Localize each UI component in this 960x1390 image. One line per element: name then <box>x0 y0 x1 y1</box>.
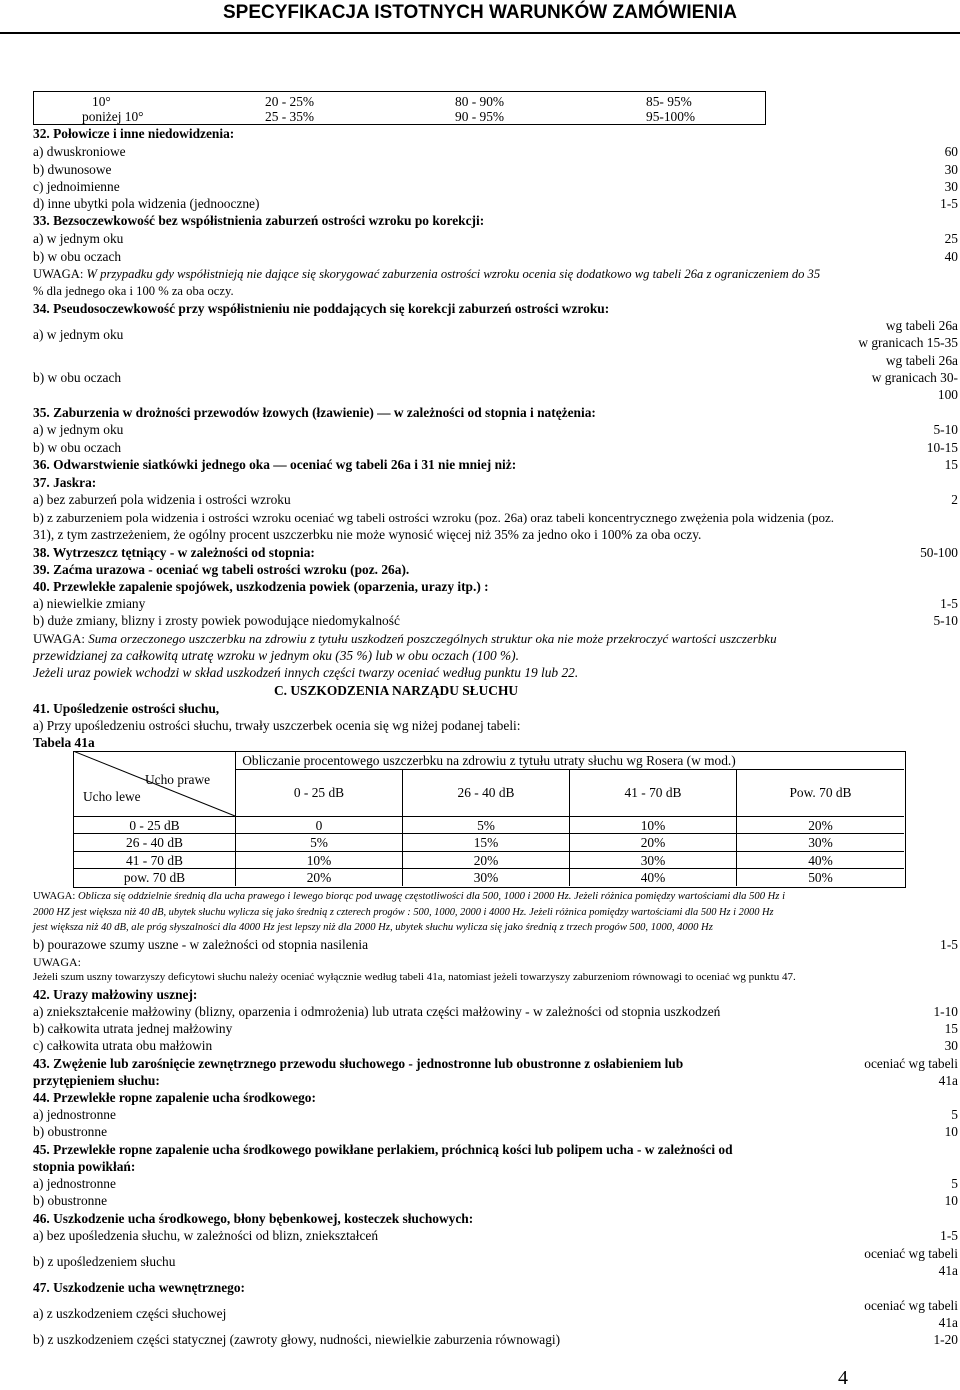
table-row-label: 26 - 40 dB <box>126 835 183 850</box>
item-value: 30 <box>944 179 958 194</box>
note-text: Suma orzeczonego uszczerbku na zdrowiu z tytułu uszkodzeń poszczególnych struktur oka nie może przekroczyć wartości uszczerbku <box>85 631 777 646</box>
item-value: w granicach 30- <box>871 370 958 385</box>
item-value: 41a <box>938 1073 958 1088</box>
item-label: b) dwunosowe <box>33 162 112 177</box>
item-value: 1-5 <box>940 937 958 952</box>
item-value: 50-100 <box>920 545 958 560</box>
table-cell: 40% <box>640 870 666 885</box>
item-value: oceniać wg tabeli <box>864 1298 958 1313</box>
table-col-header: 0 - 25 dB <box>293 785 345 800</box>
top-table-cell: 90 - 95% <box>455 109 505 124</box>
table-cell: 10% <box>640 818 666 833</box>
item-label: a) zniekształcenie małżowiny (blizny, oparzenia i odmrożenia) lub utrata części małżowiny - w zależności od stopnia uszkodzeń <box>33 1004 721 1019</box>
item-value: 100 <box>937 387 958 402</box>
table-cell: 15% <box>473 835 499 850</box>
item-label: b) z upośledzeniem słuchu <box>33 1254 176 1269</box>
item-value: 30 <box>944 1038 958 1053</box>
item-label: d) inne ubytki pola widzenia (jednooczne) <box>33 196 260 211</box>
item-label: b) obustronne <box>33 1193 108 1208</box>
table-note <box>33 890 785 904</box>
item-value: 1-5 <box>940 596 958 611</box>
table-col-header: Pow. 70 dB <box>789 785 852 800</box>
item-value: 1-5 <box>940 196 958 211</box>
section-36-title: 36. Odwarstwienie siatkówki jednego oka — oceniać wg tabeli 26a i 31 nie mniej niż: <box>33 457 517 472</box>
top-table-cell: poniżej 10° <box>82 109 144 124</box>
item-value: 40 <box>944 249 958 264</box>
table-cell: 30% <box>640 853 666 868</box>
top-table-cell: 10° <box>92 94 111 109</box>
section-41-intro: a) Przy upośledzeniu ostrości słuchu, trwały uszczerbek ocenia się wg niżej podanej tabeli: <box>33 718 521 733</box>
page-number: 4 <box>838 1367 848 1389</box>
section-47-title: 47. Uszkodzenie ucha wewnętrznego: <box>33 1280 245 1295</box>
item-value: 41a <box>938 1263 958 1278</box>
table-col-header: 26 - 40 dB <box>457 785 515 800</box>
section-46-title: 46. Uszkodzenie ucha środkowego, błony bębenkowej, kosteczek słuchowych: <box>33 1211 474 1226</box>
table-row-label: pow. 70 dB <box>123 870 186 885</box>
section-43-title-line2: przytępieniem słuchu: <box>33 1073 160 1088</box>
note-label: UWAGA: <box>33 267 84 281</box>
top-table-cell: 25 - 35% <box>265 109 315 124</box>
item-label: a) niewielkie zmiany <box>33 596 146 611</box>
item-value: wg tabeli 26a <box>885 318 958 333</box>
section-c-heading: C. USZKODZENIA NARZĄDU SŁUCHU <box>274 683 519 698</box>
section-39-title: 39. Zaćma urazowa - oceniać wg tabeli ostrości wzroku (poz. 26a). <box>33 562 410 577</box>
table-cell: 5% <box>310 835 328 850</box>
note-text: Oblicza się oddzielnie średnią dla ucha prawego i lewego biorąc pod uwagę częstotliwości dla 500, 1000 i 2000 Hz. Jeżeli różnica pomiędzy wartościami dla 500 Hz i <box>75 891 786 902</box>
section-34-title: 34. Pseudosoczewkowość przy współistnieniu nie poddających się korekcji zaburzeń ostrości wzroku: <box>33 301 610 316</box>
table-41a-caption: Obliczanie procentowego uszczerbku na zdrowiu z tytułu utraty słuchu wg Rosera (w mod.) <box>242 753 736 768</box>
item-label: a) bez upośledzenia słuchu, w zależności od blizn, zniekształceń <box>33 1228 379 1243</box>
table-corner-right: Ucho prawe <box>145 772 211 787</box>
item-label: a) bez zaburzeń pola widzenia i ostrości wzroku <box>33 492 291 507</box>
note-text: W przypadku gdy współistnieją nie dające się skorygować zaburzenia ostrości wzroku ocenia się dodatkowo wg tabeli 26a z ograniczeniem do 35 <box>83 267 821 281</box>
note-40-line2: przewidzianej za całkowitą utratę wzroku w jednym oku (35 %) lub w obu oczach (100 %). <box>33 648 519 663</box>
item-label: b) duże zmiany, blizny i zrosty powiek powodujące niedomykalność <box>33 613 400 628</box>
table-row-label: 0 - 25 dB <box>129 818 180 833</box>
item-value: 15 <box>944 1021 958 1036</box>
item-label: b) pourazowe szumy uszne - w zależności od stopnia nasilenia <box>33 937 369 952</box>
item-value: 2 <box>951 492 958 507</box>
section-45-title-line2: stopnia powikłań: <box>33 1159 136 1174</box>
item-label: b) w obu oczach <box>33 249 122 264</box>
table-corner-left: Ucho lewe <box>83 789 141 804</box>
note-label: UWAGA: <box>33 631 85 646</box>
item-value: 5-10 <box>933 613 958 628</box>
item-label: b) w obu oczach <box>33 440 122 455</box>
page-header <box>0 0 960 34</box>
table-cell: 20% <box>473 853 499 868</box>
item-value: 15 <box>944 457 958 472</box>
item-value: 1-20 <box>933 1332 958 1347</box>
table-cell: 50% <box>808 870 833 885</box>
section-42-title: 42. Urazy małżowiny usznej: <box>33 987 198 1002</box>
item-label: b) całkowita utrata jednej małżowiny <box>33 1021 233 1036</box>
table-note-line3: jest większa niż 40 dB, ale próg słyszalności dla 4000 Hz jest lepszy niż dla 2000 Hz, ubytek słuchu wylicza się jako średnią z trzech progów 500, 1000, 4000 Hz <box>33 922 713 933</box>
section-35-title: 35. Zaburzenia w drożności przewodów łzowych (łzawienie) — w zależności od stopnia i natężenia: <box>33 405 596 420</box>
table-cell: 5% <box>477 818 495 833</box>
section-40-title: 40. Przewlekłe zapalenie spojówek, uszkodzenia powiek (oparzenia, urazy itp.) : <box>33 579 489 594</box>
item-label: 31), z tym zastrzeżeniem, że ogólny procent uszczerbku nie może wynosić więcej niż 35% za jedno oko i 100% za oba oczy. <box>33 527 702 542</box>
item-label: b) z uszkodzeniem części statycznej (zawroty głowy, nudności, niewielkie zaburzenia równowagi) <box>33 1332 561 1347</box>
item-label: a) w jednym oku <box>33 422 124 437</box>
table-cell: 30% <box>808 835 833 850</box>
item-value: oceniać wg tabeli <box>864 1246 958 1261</box>
table-cell: 10% <box>306 853 332 868</box>
section-44-title: 44. Przewlekłe ropne zapalenie ucha środkowego: <box>33 1090 316 1105</box>
item-value: 1-10 <box>933 1004 958 1019</box>
item-label: b) z zaburzeniem pola widzenia i ostrości wzroku oceniać wg tabeli ostrości wzroku (poz. 26a) oraz tabeli koncentrycznego zwężenia pola widzenia (poz. <box>33 510 834 525</box>
note-33-line2: % dla jednego oka i 100 % za oba oczy. <box>33 284 234 298</box>
item-value: oceniać wg tabeli <box>864 1056 958 1071</box>
item-value: 5 <box>951 1176 958 1191</box>
table-note-line2: 2000 HZ jest większa niż 40 dB, ubytek słuchu wylicza się jako średnią z czterech progów : 500, 1000, 2000 i 4000 Hz. Jeżeli różnica pomiędzy wartościami dla 500 Hz i 2000 Hz <box>33 907 774 918</box>
note-label: UWAGA: <box>33 891 76 902</box>
section-43-title: 43. Zwężenie lub zarośnięcie zewnętrznego przewodu słuchowego - jednostronne lub obustronne z osłabieniem lub <box>33 1056 684 1071</box>
table-row-label: 41 - 70 dB <box>126 853 183 868</box>
item-value: 10-15 <box>926 440 958 455</box>
item-value: w granicach 15-35 <box>858 335 958 350</box>
table-41a-label: Tabela 41a <box>33 735 95 750</box>
item-label: c) całkowita utrata obu małżowin <box>33 1038 213 1053</box>
item-value: 25 <box>944 231 958 246</box>
item-value: 5-10 <box>933 422 958 437</box>
section-45-title: 45. Przewlekłe ropne zapalenie ucha środkowego powikłane perlakiem, próchnicą kości lub polipem ucha - w zależności od <box>33 1142 733 1157</box>
item-value: 41a <box>938 1315 958 1330</box>
item-value: 1-5 <box>940 1228 958 1243</box>
note-41b-label: UWAGA: <box>33 955 81 969</box>
item-label: a) jednostronne <box>33 1107 116 1122</box>
section-38-title: 38. Wytrzeszcz tętniący - w zależności od stopnia: <box>33 545 315 560</box>
section-33-title: 33. Bezsoczewkowość bez współistnienia zaburzeń ostrości wzroku po korekcji: <box>33 213 485 228</box>
top-table-cell: 20 - 25% <box>265 94 315 109</box>
section-41-title: 41. Upośledzenie ostrości słuchu, <box>33 701 220 716</box>
item-value: 30 <box>944 162 958 177</box>
item-label: a) jednostronne <box>33 1176 116 1191</box>
top-table-cell: 85- 95% <box>646 94 692 109</box>
note-33 <box>33 266 820 282</box>
table-cell: 40% <box>808 853 833 868</box>
item-value: 60 <box>944 144 958 159</box>
top-table-cell: 95-100% <box>646 109 696 124</box>
item-label: c) jednoimienne <box>33 179 120 194</box>
table-rule <box>73 851 904 852</box>
note-40-line3: Jeżeli uraz powiek wchodzi w skład uszkodzeń innych części twarzy oceniać według punktu 19 lub 22. <box>33 665 579 680</box>
item-label: b) w obu oczach <box>33 370 122 385</box>
section-32-title: 32. Połowicze i inne niedowidzenia: <box>33 126 235 141</box>
table-cell: 20% <box>640 835 666 850</box>
item-value: 10 <box>944 1193 958 1208</box>
item-value: 5 <box>951 1107 958 1122</box>
item-label: b) obustronne <box>33 1124 108 1139</box>
note-40 <box>33 631 777 647</box>
table-cell: 20% <box>808 818 833 833</box>
table-cell: 30% <box>473 870 499 885</box>
item-label: a) w jednym oku <box>33 231 124 246</box>
table-cell: 0 <box>315 818 323 833</box>
table-cell: 20% <box>306 870 332 885</box>
item-value: 10 <box>944 1124 958 1139</box>
top-table-cell: 80 - 90% <box>455 94 505 109</box>
note-41b-text: Jeżeli szum uszny towarzyszy deficytowi słuchu należy oceniać wyłącznie według tabeli 41a, natomiast jeżeli towarzyszy zaburzeniom równowagi to oceniać wg punktu 47. <box>33 971 796 983</box>
item-label: a) z uszkodzeniem części słuchowej <box>33 1306 227 1321</box>
table-col-header: 41 - 70 dB <box>624 785 682 800</box>
item-value: wg tabeli 26a <box>885 353 958 368</box>
header-title: SPECYFIKACJA ISTOTNYCH WARUNKÓW ZAMÓWIENIA <box>222 2 738 23</box>
section-37-title: 37. Jaskra: <box>33 475 97 490</box>
item-label: a) w jednym oku <box>33 327 124 342</box>
item-label: a) dwuskroniowe <box>33 144 126 159</box>
